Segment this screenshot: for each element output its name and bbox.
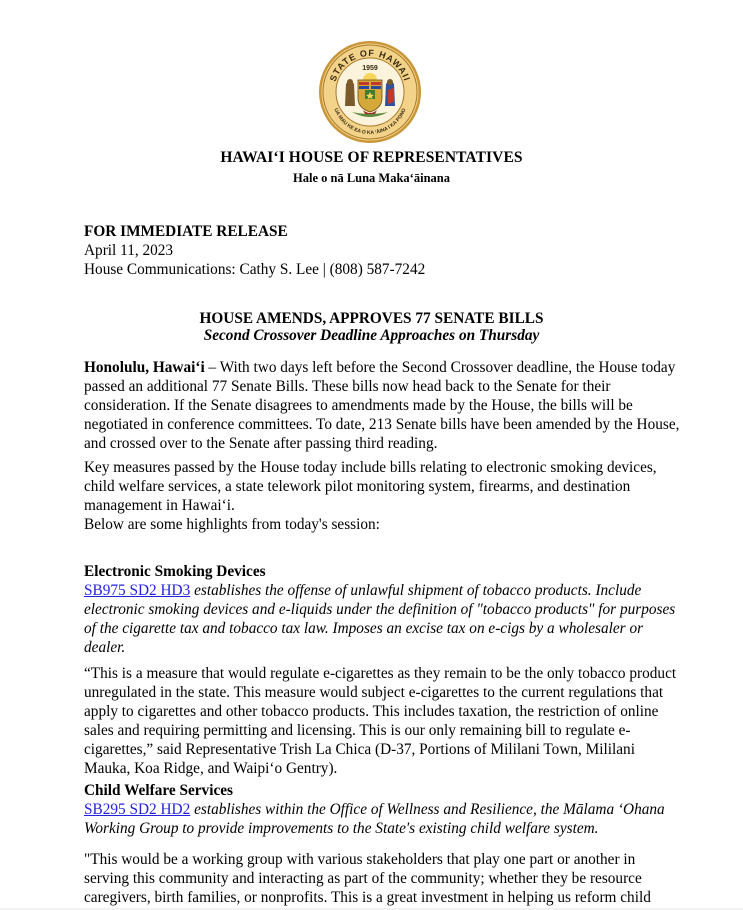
intro-paragraph xyxy=(84,358,684,453)
intro-text: – With two days left before the Second Crossover deadline, the House today passed an additional 77 Senate Bills. These bills now head back to the Senate for their consideration. If the Senate disagrees to amendments made by the House, the bills will be negotiated in conference committees. To date, 213 Senate bills have been amended by the House, and crossed over to the Senate after passing third reading. xyxy=(84,359,680,452)
seal-motto: UA MAU KE EA O KA ʻĀINA I KA PONO xyxy=(332,107,408,137)
bill-description: establishes within the Office of Wellness and Resilience, the Mālama ʻOhana Working Group to provide improvements to the State's existing child welfare system. xyxy=(84,801,665,837)
dateline: Honolulu, Hawaiʻi xyxy=(84,359,205,376)
release-info xyxy=(84,222,684,279)
smoking-quote: “This is a measure that would regulate e-cigarettes as they remain to be the only tobacco product unregulated in the state. This measure would subject e-cigarettes to the current regulations that apply to cigarettes and other tobacco products. This includes taxation, the restriction of online sales and requiring permitting and licensing. This is our only remaining bill to regulate e-cigarettes,” said Representative Trish La Chica (D-37, Portions of Mililani Town, Mililani Mauka, Koa Ridge, and Waipiʻo Gentry). xyxy=(84,665,677,777)
key-measures-paragraph: Key measures passed by the House today include bills relating to electronic smoking devices, child welfare services, a state telework pilot monitoring system, firearms, and destination management in Hawaiʻi. xyxy=(84,459,657,514)
bill-link-sb975[interactable]: SB975 SD2 HD3 xyxy=(84,582,191,599)
section-title: Electronic Smoking Devices xyxy=(84,563,266,580)
headline-title: HOUSE AMENDS, APPROVES 77 SENATE BILLS xyxy=(199,310,544,327)
release-label: FOR IMMEDIATE RELEASE xyxy=(84,223,288,240)
organization-hawaiian-name: Hale o nā Luna Makaʻāinana xyxy=(293,171,450,185)
bill-description: establishes the offense of unlawful shipment of tobacco products. Include electronic smoking devices and e-liquids under the definition of "tobacco products" for purposes of the cigarette tax and tobacco tax law. Imposes an excise tax on e-cigs by a wholesaler or dealer. xyxy=(84,582,676,656)
release-contact: House Communications: Cathy S. Lee | (808) 587-7242 xyxy=(84,261,426,278)
state-seal-icon xyxy=(318,40,422,144)
section-electronic-smoking-devices xyxy=(84,562,684,657)
section-title: Child Welfare Services xyxy=(84,782,233,799)
child-welfare-quote: "This would be a working group with various stakeholders that play one part or another in serving this community and interacting as part of the community; whether they be resource caregivers, birth families, or nonprofits. This is a great investment in helping us reform child xyxy=(84,851,651,906)
seal-year: 1959 xyxy=(362,65,378,72)
highlights-intro: Below are some highlights from today's session: xyxy=(84,516,380,533)
bill-link-sb295[interactable]: SB295 SD2 HD2 xyxy=(84,801,191,818)
section-child-welfare-services xyxy=(84,781,684,838)
organization-title: HAWAIʻI HOUSE OF REPRESENTATIVES xyxy=(220,149,523,166)
release-date: April 11, 2023 xyxy=(84,242,174,259)
seal-text-top: STATE OF HAWAII xyxy=(327,47,413,83)
headline-subtitle: Second Crossover Deadline Approaches on Thursday xyxy=(203,327,540,344)
